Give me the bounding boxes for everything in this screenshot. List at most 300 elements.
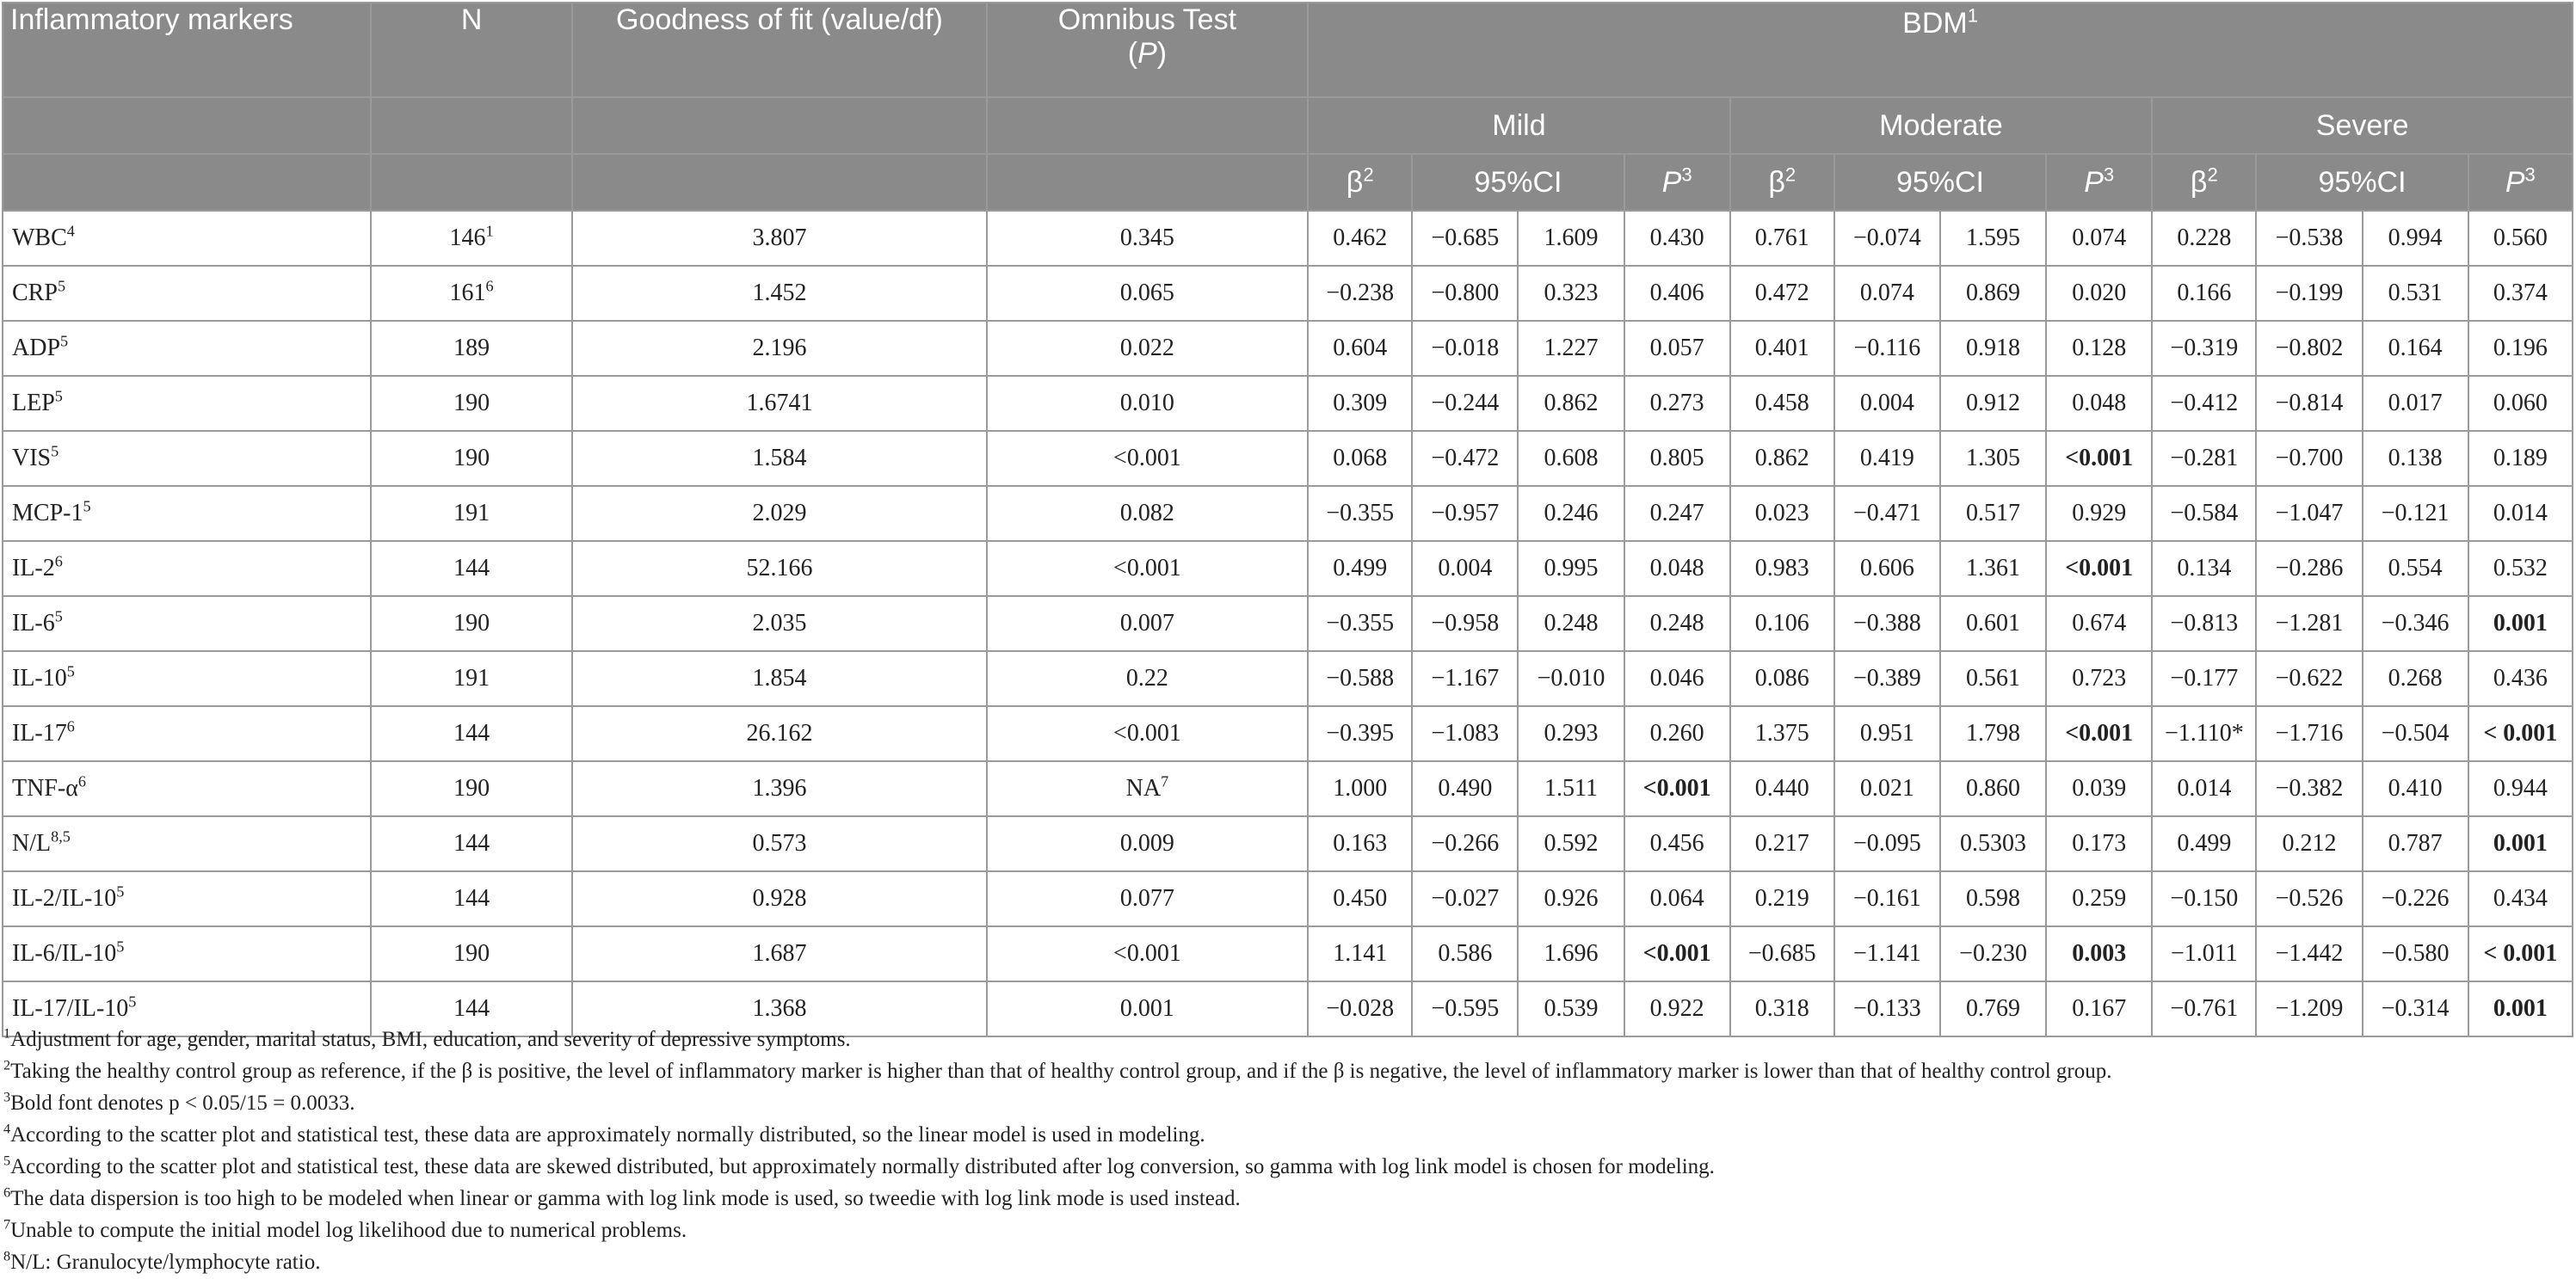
- cell-sev-ci-high: 0.268: [2363, 651, 2468, 706]
- header-ci-severe: 95%CI: [2256, 154, 2468, 211]
- cell-mild-beta: 0.068: [1308, 431, 1412, 486]
- cell-mild-ci-high: 0.246: [1518, 486, 1624, 541]
- cell-n: 190: [371, 926, 572, 981]
- cell-mild-ci-low: −0.018: [1412, 321, 1518, 376]
- cell-sev-ci-low: −0.802: [2256, 321, 2362, 376]
- footnote-mark: 2: [3, 1057, 11, 1073]
- cell-mod-beta: 0.401: [1730, 321, 1834, 376]
- cell-mod-ci-high: 0.769: [1940, 981, 2046, 1036]
- cell-mod-ci-low: −0.095: [1834, 816, 1940, 871]
- cell-fit: 2.035: [572, 596, 987, 651]
- cell-omnibus: 0.022: [987, 321, 1308, 376]
- cell-mild-ci-low: 0.490: [1412, 761, 1518, 816]
- cell-omnibus: 0.082: [987, 486, 1308, 541]
- header-group-severe: Severe: [2152, 97, 2573, 154]
- cell-mod-ci-low: −0.471: [1834, 486, 1940, 541]
- cell-sev-ci-low: −1.716: [2256, 706, 2362, 761]
- cell-mod-ci-high: 0.918: [1940, 321, 2046, 376]
- header-p-moderate: $P^3$: [2046, 154, 2152, 211]
- cell-mild-ci-low: −0.800: [1412, 266, 1518, 321]
- footnote: [3, 1183, 2567, 1214]
- header-p-mild: $P^3$: [1624, 154, 1730, 211]
- cell-mod-p: 0.259: [2046, 871, 2152, 926]
- cell-sev-beta: 0.014: [2152, 761, 2256, 816]
- cell-mild-p: 0.260: [1624, 706, 1730, 761]
- cell-n: $146^1$: [371, 211, 572, 266]
- cell-mod-ci-high: 1.798: [1940, 706, 2046, 761]
- footnote: [3, 1087, 2567, 1119]
- cell-sev-ci-high: −0.580: [2363, 926, 2468, 981]
- cell-sev-ci-low: −1.209: [2256, 981, 2362, 1036]
- cell-mild-ci-high: 0.592: [1518, 816, 1624, 871]
- cell-mod-p: <0.001: [2046, 431, 2152, 486]
- cell-mild-p: 0.064: [1624, 871, 1730, 926]
- cell-mod-ci-low: −0.116: [1834, 321, 1940, 376]
- cell-mod-beta: 0.472: [1730, 266, 1834, 321]
- cell-marker: LEP$^5$: [3, 376, 371, 431]
- cell-mod-ci-low: 0.951: [1834, 706, 1940, 761]
- cell-mild-beta: 0.309: [1308, 376, 1412, 431]
- cell-mod-beta: −0.685: [1730, 926, 1834, 981]
- header-beta-severe: $\beta^2$: [2152, 154, 2256, 211]
- header-beta-mild: $\beta^2$: [1308, 154, 1412, 211]
- cell-mild-ci-high: 0.293: [1518, 706, 1624, 761]
- cell-sev-p: 0.532: [2468, 541, 2573, 596]
- table-row: [3, 596, 2573, 651]
- cell-mild-p: 0.046: [1624, 651, 1730, 706]
- cell-marker: CRP$^5$: [3, 266, 371, 321]
- cell-fit: 26.162: [572, 706, 987, 761]
- cell-sev-ci-high: 0.017: [2363, 376, 2468, 431]
- cell-sev-beta: −0.281: [2152, 431, 2256, 486]
- cell-sev-beta: −1.011: [2152, 926, 2256, 981]
- cell-mild-p: 0.805: [1624, 431, 1730, 486]
- cell-mild-ci-high: 0.323: [1518, 266, 1624, 321]
- cell-mod-ci-low: 0.606: [1834, 541, 1940, 596]
- cell-mod-p: 0.020: [2046, 266, 2152, 321]
- table-row: [3, 266, 2573, 321]
- cell-mod-p: 0.167: [2046, 981, 2152, 1036]
- cell-mod-ci-high: 0.598: [1940, 871, 2046, 926]
- header-ci-mild: 95%CI: [1412, 154, 1624, 211]
- cell-sev-ci-low: −0.286: [2256, 541, 2362, 596]
- cell-sev-p: 0.014: [2468, 486, 2573, 541]
- cell-omnibus: 0.009: [987, 816, 1308, 871]
- footnote-mark: 1: [3, 1025, 11, 1042]
- table-row: [3, 706, 2573, 761]
- cell-omnibus: <0.001: [987, 541, 1308, 596]
- cell-sev-beta: −0.813: [2152, 596, 2256, 651]
- cell-omnibus: 0.010: [987, 376, 1308, 431]
- footnote-text: Unable to compute the initial model log likelihood due to numerical problems.: [10, 1219, 687, 1242]
- cell-mod-beta: 0.318: [1730, 981, 1834, 1036]
- cell-sev-ci-low: 0.212: [2256, 816, 2362, 871]
- cell-sev-beta: −1.110*: [2152, 706, 2256, 761]
- header-group-mild: Mild: [1308, 97, 1730, 154]
- cell-sev-beta: −0.177: [2152, 651, 2256, 706]
- cell-sev-beta: 0.166: [2152, 266, 2256, 321]
- cell-mild-beta: 0.604: [1308, 321, 1412, 376]
- cell-sev-ci-low: −0.526: [2256, 871, 2362, 926]
- cell-fit: 52.166: [572, 541, 987, 596]
- cell-sev-ci-low: −0.199: [2256, 266, 2362, 321]
- footnote-mark: 8: [3, 1248, 11, 1264]
- footnote-mark: 4: [3, 1121, 11, 1137]
- table-header: [3, 3, 2573, 211]
- cell-sev-p: 0.001: [2468, 816, 2573, 871]
- cell-sev-ci-high: 0.994: [2363, 211, 2468, 266]
- inflammatory-markers-table: [2, 2, 2573, 1037]
- header-omnibus: Omnibus Test (P): [987, 3, 1308, 97]
- cell-mod-p: 0.128: [2046, 321, 2152, 376]
- header-group-moderate: Moderate: [1730, 97, 2153, 154]
- cell-n: $161^6$: [371, 266, 572, 321]
- footnote-text: Adjustment for age, gender, marital status, BMI, education, and severity of depressive symptoms.: [10, 1028, 851, 1051]
- cell-sev-p: 0.060: [2468, 376, 2573, 431]
- cell-sev-ci-high: −0.314: [2363, 981, 2468, 1036]
- header-ci-moderate: 95%CI: [1834, 154, 2046, 211]
- cell-marker: VIS$^5$: [3, 431, 371, 486]
- table-row: [3, 211, 2573, 266]
- cell-mild-ci-high: 0.539: [1518, 981, 1624, 1036]
- cell-sev-p: 0.436: [2468, 651, 2573, 706]
- cell-mild-beta: 0.163: [1308, 816, 1412, 871]
- cell-mild-beta: 1.000: [1308, 761, 1412, 816]
- cell-mod-ci-high: 1.595: [1940, 211, 2046, 266]
- cell-sev-ci-high: 0.410: [2363, 761, 2468, 816]
- cell-marker: $IL-2^6$: [3, 541, 371, 596]
- cell-mod-ci-low: 0.419: [1834, 431, 1940, 486]
- cell-sev-p: 0.001: [2468, 596, 2573, 651]
- cell-fit: 2.029: [572, 486, 987, 541]
- cell-mild-beta: −0.588: [1308, 651, 1412, 706]
- cell-n: 190: [371, 596, 572, 651]
- cell-mild-ci-low: 0.586: [1412, 926, 1518, 981]
- cell-sev-beta: −0.761: [2152, 981, 2256, 1036]
- cell-mod-ci-high: 1.305: [1940, 431, 2046, 486]
- cell-mod-p: 0.173: [2046, 816, 2152, 871]
- cell-marker: MCP-$1^5$: [3, 486, 371, 541]
- cell-mod-ci-low: 0.021: [1834, 761, 1940, 816]
- cell-mod-ci-high: 0.561: [1940, 651, 2046, 706]
- cell-mild-ci-low: 0.004: [1412, 541, 1518, 596]
- cell-fit: 1.452: [572, 266, 987, 321]
- cell-sev-beta: 0.228: [2152, 211, 2256, 266]
- cell-mild-ci-high: 1.511: [1518, 761, 1624, 816]
- cell-mild-ci-low: −0.472: [1412, 431, 1518, 486]
- cell-omnibus: 0.345: [987, 211, 1308, 266]
- cell-mild-beta: 1.141: [1308, 926, 1412, 981]
- cell-fit: 1.584: [572, 431, 987, 486]
- cell-omnibus: 0.065: [987, 266, 1308, 321]
- footnote-mark: 5: [3, 1153, 11, 1169]
- cell-mild-ci-low: −1.083: [1412, 706, 1518, 761]
- cell-fit: 0.928: [572, 871, 987, 926]
- cell-fit: 3.807: [572, 211, 987, 266]
- header-bdm: BDM$^1$: [1308, 3, 2573, 97]
- footnote: [3, 1246, 2567, 1278]
- cell-mild-beta: 0.499: [1308, 541, 1412, 596]
- cell-sev-p: 0.374: [2468, 266, 2573, 321]
- footnote-mark: 7: [3, 1216, 11, 1233]
- table-row: [3, 761, 2573, 816]
- cell-marker: WBC$^4$: [3, 211, 371, 266]
- cell-n: 144: [371, 871, 572, 926]
- cell-sev-ci-high: −0.504: [2363, 706, 2468, 761]
- cell-sev-p: 0.944: [2468, 761, 2573, 816]
- cell-omnibus: $NA^7$: [987, 761, 1308, 816]
- cell-sev-beta: 0.499: [2152, 816, 2256, 871]
- cell-mild-ci-high: 0.862: [1518, 376, 1624, 431]
- cell-sev-ci-high: −0.226: [2363, 871, 2468, 926]
- cell-mod-ci-low: 0.004: [1834, 376, 1940, 431]
- cell-n: 190: [371, 431, 572, 486]
- cell-sev-ci-high: 0.138: [2363, 431, 2468, 486]
- cell-mild-ci-high: −0.010: [1518, 651, 1624, 706]
- cell-sev-beta: −0.584: [2152, 486, 2256, 541]
- cell-sev-ci-high: 0.787: [2363, 816, 2468, 871]
- cell-n: 189: [371, 321, 572, 376]
- cell-sev-ci-low: −0.622: [2256, 651, 2362, 706]
- table-row: [3, 321, 2573, 376]
- header-n: N: [371, 3, 572, 97]
- header-beta-moderate: $\beta^2$: [1730, 154, 1834, 211]
- footnote: [3, 1151, 2567, 1183]
- cell-omnibus: 0.007: [987, 596, 1308, 651]
- cell-mild-ci-high: 1.227: [1518, 321, 1624, 376]
- cell-n: 191: [371, 486, 572, 541]
- cell-mild-beta: −0.238: [1308, 266, 1412, 321]
- cell-mild-ci-low: −0.244: [1412, 376, 1518, 431]
- cell-marker: TNF-$\alpha^6$: [3, 761, 371, 816]
- header-markers: Inflammatory markers: [3, 3, 371, 97]
- cell-mod-ci-low: −1.141: [1834, 926, 1940, 981]
- cell-mod-p: 0.048: [2046, 376, 2152, 431]
- cell-sev-p: 0.196: [2468, 321, 2573, 376]
- table-row: [3, 376, 2573, 431]
- cell-mild-p: <0.001: [1624, 926, 1730, 981]
- cell-mod-p: <0.001: [2046, 541, 2152, 596]
- cell-n: 190: [371, 761, 572, 816]
- cell-mod-beta: 0.862: [1730, 431, 1834, 486]
- cell-sev-beta: −0.319: [2152, 321, 2256, 376]
- footnote-text: Taking the healthy control group as reference, if the β is positive, the level of inflammatory marker is higher than that of healthy control group, and if the β is negative, the level of inflammatory marker is lower than that of healthy control group.: [10, 1060, 2112, 1083]
- cell-fit: 2.196: [572, 321, 987, 376]
- cell-omnibus: 0.077: [987, 871, 1308, 926]
- header-goodness-of-fit: Goodness of fit (value/df): [572, 3, 987, 97]
- footnote: [3, 1214, 2567, 1246]
- cell-sev-beta: −0.150: [2152, 871, 2256, 926]
- cell-mild-ci-high: 0.608: [1518, 431, 1624, 486]
- cell-n: 191: [371, 651, 572, 706]
- cell-marker: $N/L^{8,5}$: [3, 816, 371, 871]
- cell-mod-beta: 0.983: [1730, 541, 1834, 596]
- cell-fit: 0.573: [572, 816, 987, 871]
- cell-omnibus: 0.001: [987, 981, 1308, 1036]
- cell-mild-beta: 0.450: [1308, 871, 1412, 926]
- footnote: [3, 1119, 2567, 1151]
- cell-mild-p: 0.057: [1624, 321, 1730, 376]
- cell-mild-p: 0.248: [1624, 596, 1730, 651]
- cell-fit: 1.368: [572, 981, 987, 1036]
- table-body: [3, 211, 2573, 1036]
- cell-n: 144: [371, 816, 572, 871]
- cell-mod-beta: 1.375: [1730, 706, 1834, 761]
- table-row: [3, 431, 2573, 486]
- cell-mild-ci-high: 1.609: [1518, 211, 1624, 266]
- cell-mod-ci-low: −0.161: [1834, 871, 1940, 926]
- cell-mod-ci-low: −0.388: [1834, 596, 1940, 651]
- cell-mod-ci-high: 0.517: [1940, 486, 2046, 541]
- cell-sev-ci-high: −0.346: [2363, 596, 2468, 651]
- cell-omnibus: <0.001: [987, 706, 1308, 761]
- footnote-mark: 3: [3, 1089, 11, 1105]
- cell-sev-p: 0.560: [2468, 211, 2573, 266]
- cell-sev-ci-low: −0.814: [2256, 376, 2362, 431]
- cell-mod-beta: 0.023: [1730, 486, 1834, 541]
- cell-fit: 1.854: [572, 651, 987, 706]
- cell-n: 144: [371, 541, 572, 596]
- cell-sev-p: 0.001: [2468, 981, 2573, 1036]
- cell-mod-beta: 0.217: [1730, 816, 1834, 871]
- cell-mild-p: 0.247: [1624, 486, 1730, 541]
- table-container: [2, 2, 2573, 1037]
- cell-mod-ci-high: 0.912: [1940, 376, 2046, 431]
- cell-sev-p: < 0.001: [2468, 706, 2573, 761]
- cell-mild-p: 0.048: [1624, 541, 1730, 596]
- cell-sev-p: < 0.001: [2468, 926, 2573, 981]
- cell-sev-ci-high: −0.121: [2363, 486, 2468, 541]
- cell-mild-ci-low: −0.958: [1412, 596, 1518, 651]
- cell-fit: 1.687: [572, 926, 987, 981]
- table-row: [3, 541, 2573, 596]
- cell-sev-p: 0.434: [2468, 871, 2573, 926]
- cell-mild-beta: −0.355: [1308, 596, 1412, 651]
- cell-sev-ci-low: −1.047: [2256, 486, 2362, 541]
- cell-mod-beta: 0.106: [1730, 596, 1834, 651]
- cell-mild-ci-high: 1.696: [1518, 926, 1624, 981]
- cell-mod-ci-high: 0.869: [1940, 266, 2046, 321]
- cell-fit: 1.6741: [572, 376, 987, 431]
- cell-n: 190: [371, 376, 572, 431]
- cell-mod-p: 0.074: [2046, 211, 2152, 266]
- cell-mild-ci-high: 0.248: [1518, 596, 1624, 651]
- table-row: [3, 926, 2573, 981]
- cell-mod-ci-high: 1.361: [1940, 541, 2046, 596]
- table-row: [3, 816, 2573, 871]
- cell-sev-ci-low: −1.442: [2256, 926, 2362, 981]
- cell-mild-beta: −0.028: [1308, 981, 1412, 1036]
- footnotes: [3, 1024, 2567, 1278]
- footnote-text: The data dispersion is too high to be modeled when linear or gamma with log link mode is used, so tweedie with log link mode is used instead.: [10, 1187, 1241, 1210]
- cell-mild-beta: −0.355: [1308, 486, 1412, 541]
- cell-mod-p: 0.929: [2046, 486, 2152, 541]
- footnote-text: N/L: Granulocyte/lymphocyte ratio.: [10, 1251, 321, 1274]
- cell-sev-ci-low: −0.382: [2256, 761, 2362, 816]
- cell-marker: $IL-6^5$: [3, 596, 371, 651]
- cell-mild-ci-low: −0.595: [1412, 981, 1518, 1036]
- footnote-mark: 6: [3, 1184, 11, 1201]
- cell-mild-ci-low: −0.266: [1412, 816, 1518, 871]
- cell-mod-ci-low: −0.074: [1834, 211, 1940, 266]
- cell-sev-ci-high: 0.531: [2363, 266, 2468, 321]
- cell-fit: 1.396: [572, 761, 987, 816]
- cell-mild-ci-high: 0.995: [1518, 541, 1624, 596]
- cell-sev-p: 0.189: [2468, 431, 2573, 486]
- cell-mod-p: 0.039: [2046, 761, 2152, 816]
- cell-sev-ci-low: −1.281: [2256, 596, 2362, 651]
- cell-mild-p: 0.430: [1624, 211, 1730, 266]
- cell-mod-ci-low: −0.389: [1834, 651, 1940, 706]
- footnote-text: According to the scatter plot and statistical test, these data are skewed distributed, but approximately normally distributed after log conversion, so gamma with log link model is chosen for modeling.: [10, 1155, 1715, 1178]
- cell-mild-p: 0.406: [1624, 266, 1730, 321]
- table-row: [3, 871, 2573, 926]
- cell-mod-ci-low: −0.133: [1834, 981, 1940, 1036]
- cell-mod-ci-high: −0.230: [1940, 926, 2046, 981]
- cell-mild-p: <0.001: [1624, 761, 1730, 816]
- cell-mod-beta: 0.086: [1730, 651, 1834, 706]
- cell-mod-beta: 0.219: [1730, 871, 1834, 926]
- cell-mild-ci-low: −0.027: [1412, 871, 1518, 926]
- cell-mild-ci-low: −1.167: [1412, 651, 1518, 706]
- cell-mod-ci-low: 0.074: [1834, 266, 1940, 321]
- cell-mod-beta: 0.761: [1730, 211, 1834, 266]
- cell-n: 144: [371, 706, 572, 761]
- footnote: [3, 1055, 2567, 1087]
- cell-mod-ci-high: 0.5303: [1940, 816, 2046, 871]
- cell-mod-ci-high: 0.601: [1940, 596, 2046, 651]
- footnote-text: Bold font denotes p < 0.05/15 = 0.0033.: [10, 1091, 355, 1115]
- cell-marker: $IL-6/IL-10^5$: [3, 926, 371, 981]
- cell-mild-beta: 0.462: [1308, 211, 1412, 266]
- cell-mod-p: 0.723: [2046, 651, 2152, 706]
- cell-omnibus: <0.001: [987, 431, 1308, 486]
- cell-sev-ci-low: −0.700: [2256, 431, 2362, 486]
- footnote: [3, 1024, 2567, 1055]
- cell-mod-p: 0.003: [2046, 926, 2152, 981]
- cell-mod-p: <0.001: [2046, 706, 2152, 761]
- cell-mild-ci-high: 0.926: [1518, 871, 1624, 926]
- cell-mod-beta: 0.440: [1730, 761, 1834, 816]
- cell-sev-ci-low: −0.538: [2256, 211, 2362, 266]
- cell-sev-ci-high: 0.554: [2363, 541, 2468, 596]
- cell-marker: $IL-2/IL-10^5$: [3, 871, 371, 926]
- cell-omnibus: <0.001: [987, 926, 1308, 981]
- cell-marker: ADP$^5$: [3, 321, 371, 376]
- cell-omnibus: 0.22: [987, 651, 1308, 706]
- cell-mod-ci-high: 0.860: [1940, 761, 2046, 816]
- cell-n: 144: [371, 981, 572, 1036]
- cell-mild-p: 0.456: [1624, 816, 1730, 871]
- table-row: [3, 486, 2573, 541]
- cell-mod-p: 0.674: [2046, 596, 2152, 651]
- cell-marker: $IL-17^6$: [3, 706, 371, 761]
- cell-mild-p: 0.922: [1624, 981, 1730, 1036]
- cell-mild-beta: −0.395: [1308, 706, 1412, 761]
- header-p-severe: $P^3$: [2468, 154, 2573, 211]
- cell-marker: $IL-10^5$: [3, 651, 371, 706]
- cell-mild-ci-low: −0.957: [1412, 486, 1518, 541]
- cell-sev-ci-high: 0.164: [2363, 321, 2468, 376]
- cell-sev-beta: 0.134: [2152, 541, 2256, 596]
- table-row: [3, 651, 2573, 706]
- cell-mild-ci-low: −0.685: [1412, 211, 1518, 266]
- cell-mod-beta: 0.458: [1730, 376, 1834, 431]
- cell-mild-p: 0.273: [1624, 376, 1730, 431]
- cell-sev-beta: −0.412: [2152, 376, 2256, 431]
- footnote-text: According to the scatter plot and statistical test, these data are approximately normally distributed, so the linear model is used in modeling.: [10, 1123, 1205, 1147]
- cell-marker: $IL-17/IL-10^5$: [3, 981, 371, 1036]
